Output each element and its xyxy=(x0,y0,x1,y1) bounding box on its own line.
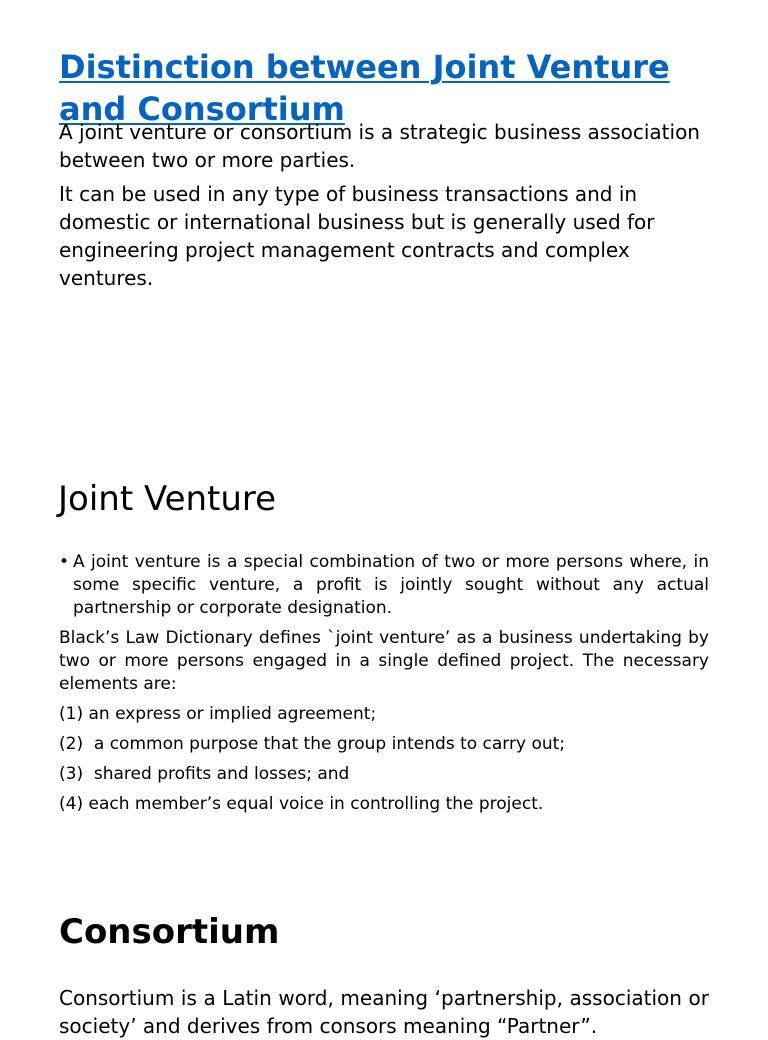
joint-venture-heading: Joint Venture xyxy=(58,479,277,519)
intro-section xyxy=(59,118,719,298)
intro-paragraph: A joint venture or consortium is a strategic business association between two or more parties. xyxy=(59,120,700,172)
element-list-item: (1) an express or implied agreement; xyxy=(59,704,377,724)
consortium-heading: Consortium xyxy=(59,912,280,952)
intro-paragraph: It can be used in any type of business transactions and in domestic or international business but is generally used for engineering project management contracts and complex ventures. xyxy=(59,182,655,290)
bullet-item xyxy=(59,551,709,620)
joint-venture-section xyxy=(59,551,709,823)
bullet-text: A joint venture is a special combination of two or more persons where, in some specific venture, a profit is jointly sought without any actual partnership or corporate designation. xyxy=(73,552,709,618)
element-list-item: (3) shared profits and losses; and xyxy=(59,764,350,784)
bullet-icon: • xyxy=(59,552,70,572)
consortium-paragraph: Consortium is a Latin word, meaning ‘partnership, association or society’ and derives from consors meaning “Partner”. xyxy=(59,986,709,1038)
definition-paragraph: Black’s Law Dictionary defines `joint venture’ as a business undertaking by two or more persons engaged in a single defined project. The necessary elements are: xyxy=(59,628,709,694)
element-list-item: (2) a common purpose that the group intends to carry out; xyxy=(59,734,566,754)
element-list-item: (4) each member’s equal voice in controlling the project. xyxy=(59,794,544,814)
document-title-link[interactable]: Distinction between Joint Venture and Consortium xyxy=(59,48,670,128)
